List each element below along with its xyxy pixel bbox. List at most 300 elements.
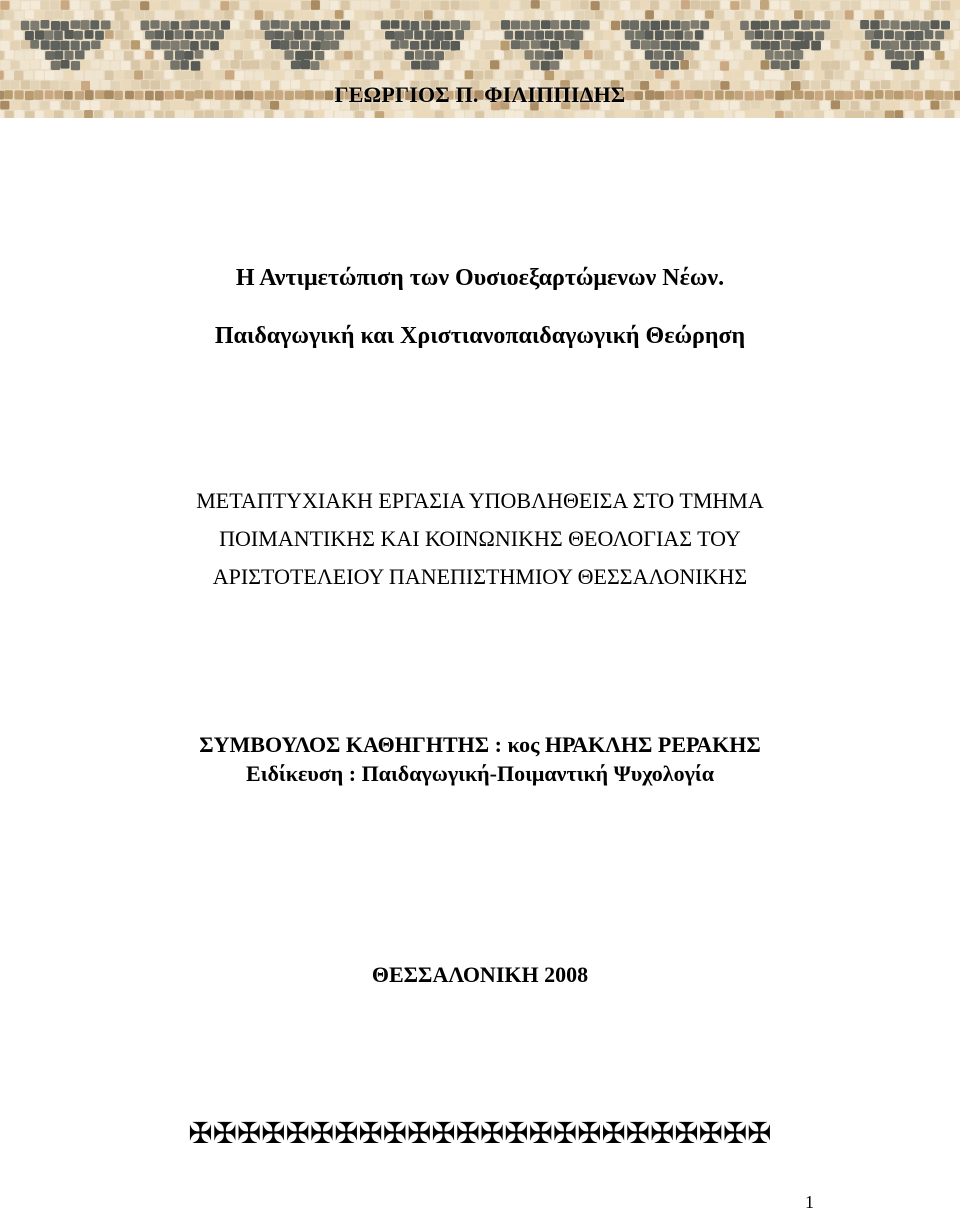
mosaic-tile [761,60,770,69]
mosaic-tile [804,31,813,40]
mosaic-tile [341,61,350,70]
mosaic-tile [621,20,630,29]
mosaic-tile [654,10,663,19]
mosaic-tile [195,50,204,59]
mosaic-tile [471,1,480,10]
mosaic-tile [431,21,440,31]
mosaic-tile [94,70,103,79]
mosaic-tile [760,0,769,10]
mosaic-tile [484,110,493,118]
mosaic-tile [884,71,893,80]
mosaic-tile [911,41,920,50]
mosaic-tile [304,31,313,40]
mosaic-tile [401,20,410,29]
mosaic-tile [665,31,674,40]
mosaic-tile [214,10,224,19]
mosaic-tile [361,41,370,50]
mosaic-tile [655,111,665,118]
mosaic-tile [101,41,110,50]
mosaic-tile [661,41,671,50]
mosaic-tile [134,70,143,79]
mosaic-tile [915,31,924,40]
mosaic-tile [774,51,783,60]
mosaic-tile [365,11,374,20]
mosaic-tile [825,70,834,79]
mosaic-tile [695,11,704,20]
mosaic-tile [85,51,94,60]
mosaic-tile [490,21,499,30]
mosaic-tile [114,111,123,119]
mosaic-tile [1,60,10,69]
mosaic-tile [690,1,700,10]
mosaic-tile [594,70,603,79]
mosaic-tile [150,1,159,10]
mosaic-tile [801,1,810,10]
mosaic-tile [404,30,413,39]
mosaic-tile [10,41,19,50]
mosaic-tile [635,10,644,19]
mosaic-tile [904,10,913,19]
mosaic-tile [481,0,490,10]
mosaic-tile [471,40,481,49]
mosaic-tile [525,31,535,40]
mosaic-tile [441,61,450,70]
mosaic-tile [310,61,319,70]
mosaic-tile [15,110,24,118]
mosaic-tile [355,30,365,39]
mosaic-tile [310,21,319,31]
mosaic-tile [795,31,804,40]
mosaic-tile [41,20,50,29]
mosaic-tile [350,21,359,31]
mosaic-tile [335,111,344,118]
mosaic-tile [474,30,483,39]
mosaic-tile [950,20,959,29]
mosaic-tile [320,0,329,9]
mosaic-tile [741,61,750,70]
mosaic-tile [345,30,354,40]
mosaic-tile [74,71,83,80]
mosaic-tile [20,60,29,69]
mosaic-tile [195,71,204,80]
mosaic-tile [755,30,764,39]
mosaic-tile [451,1,460,10]
mosaic-tile [254,51,263,60]
mosaic-tile [855,111,865,119]
mosaic-tile [610,1,619,10]
mosaic-tile [911,60,920,70]
mosaic-tile [111,21,120,30]
mosaic-tile [871,40,880,49]
mosaic-tile [21,21,30,31]
mosaic-tile [45,11,54,21]
mosaic-tile [821,20,830,29]
mosaic-tile [14,71,23,81]
mosaic-tile [260,21,269,31]
mosaic-tile [230,60,239,69]
mosaic-tile [455,71,465,80]
mosaic-tile [884,30,894,39]
mosaic-tile [935,51,944,60]
mosaic-tile [301,21,310,30]
mosaic-tile [591,1,600,10]
mosaic-tile [134,31,143,40]
mosaic-tile [344,51,353,60]
thesis-line: ΑΡΙΣΤΟΤΕΛΕΙΟΥ ΠΑΝΕΠΙΣΤΗΜΙΟΥ ΘΕΣΣΑΛΟΝΙΚΗΣ [0,558,960,596]
mosaic-tile [945,110,954,118]
mosaic-tile [570,40,579,49]
mosaic-tile [91,60,100,69]
mosaic-tile [361,1,370,10]
mosaic-tile [371,61,380,71]
mosaic-tile [435,51,444,60]
mosaic-tile [31,1,41,10]
mosaic-tile [615,71,624,80]
mosaic-tile [854,10,863,20]
mosaic-tile [544,11,553,20]
mosaic-tile [260,40,269,49]
mosaic-tile [575,51,584,60]
mosaic-tile [864,10,873,19]
mosaic-tile [641,0,650,9]
mosaic-tile [444,31,453,40]
mosaic-tile [231,40,241,49]
mosaic-tile [300,40,310,49]
mosaic-tile [74,111,83,118]
mosaic-tile [71,20,81,29]
mosaic-tile [680,60,689,70]
mosaic-tile [861,0,870,9]
mosaic-tile [355,70,364,79]
mosaic-tile [315,10,324,19]
mosaic-tile [911,21,920,30]
mosaic-tile [664,71,673,80]
mosaic-tile [205,51,214,60]
thesis-line: ΜΕΤΑΠΤΥΧΙΑΚΗ ΕΡΓΑΣΙΑ ΥΠΟΒΛΗΘΕΙΣΑ ΣΤΟ ΤΜΗΜΑ [0,482,960,520]
ornament-cross-row: ✠✠✠✠✠✠✠✠✠✠✠✠✠✠✠✠✠✠✠✠✠✠✠✠ [0,1116,960,1150]
mosaic-tile [735,70,744,79]
mosaic-tile [785,111,794,118]
mosaic-tile [631,61,640,71]
mosaic-tile [485,51,494,60]
mosaic-tile [891,61,900,70]
mosaic-tile [955,10,960,19]
mosaic-tile [720,61,729,71]
mosaic-tile [611,41,620,51]
mosaic-tile [675,110,685,118]
mosaic-tile [430,60,439,69]
mosaic-tile [164,51,173,61]
mosaic-tile [371,41,380,51]
mosaic-tile [434,31,444,41]
mosaic-tile [955,51,960,60]
mosaic-tile [635,50,644,59]
mosaic-tile [621,40,630,50]
mosaic-tile [814,111,824,118]
mosaic-tile [521,0,530,9]
mosaic-tile [560,40,570,49]
mosaic-tile [730,20,739,29]
mosaic-tile [544,51,554,60]
mosaic-tile [274,11,283,20]
mosaic-tile [95,50,104,59]
mosaic-tile [705,111,714,119]
mosaic-tile [155,11,165,20]
mosaic-tile [124,51,133,60]
mosaic-tile [381,40,390,49]
mosaic-tile [354,51,363,60]
mosaic-tile [650,1,659,10]
mosaic-tile [330,21,339,30]
mosaic-tile [494,31,503,40]
mosaic-tile [474,71,483,80]
mosaic-tile [455,30,464,40]
mosaic-tile [150,60,159,70]
mosaic-tile [645,10,654,19]
mosaic-tile [481,61,490,70]
mosaic-tile [865,111,874,118]
mosaic-tile [25,51,33,60]
mosaic-tile [200,0,209,9]
mosaic-tile [924,110,933,118]
mosaic-tile [240,1,249,10]
mosaic-tile [45,51,54,60]
mosaic-tile [175,11,185,20]
mosaic-tile [631,40,641,49]
mosaic-tile [284,31,294,40]
mosaic-tile [170,0,179,10]
mosaic-tile [775,111,784,118]
mosaic-tile [71,41,80,51]
mosaic-tile [610,61,620,70]
mosaic-tile [821,41,830,50]
mosaic-tile [391,41,400,50]
mosaic-tile [24,71,33,80]
mosaic-tile [205,31,214,40]
mosaic-tile [54,71,63,80]
mosaic-tile [164,70,173,79]
mosaic-tile [115,70,124,79]
mosaic-tile [865,30,874,39]
mosaic-tile [4,31,13,40]
mosaic-tile [724,31,733,40]
mosaic-tile [154,30,163,39]
mosaic-tile [404,110,413,118]
mosaic-tile [790,20,799,29]
mosaic-tile [874,30,883,39]
mosaic-tile [660,1,669,10]
mosaic-tile [184,71,193,80]
mosaic-tile [515,11,524,20]
mosaic-tile [244,110,253,118]
mosaic-tile [781,1,790,10]
mosaic-tile [371,20,380,29]
mosaic-tile [385,70,395,79]
mosaic-tile [145,31,154,40]
mosaic-tile [955,31,960,41]
mosaic-tile [265,51,274,61]
mosaic-tile [444,111,454,118]
mosaic-tile [691,41,700,50]
mosaic-tile [541,61,550,71]
mosaic-tile [401,61,410,70]
mosaic-tile [190,0,199,9]
mosaic-tile [930,60,939,70]
mosaic-tile [464,11,473,21]
mosaic-tile [915,11,924,20]
mosaic-tile [221,20,230,29]
mosaic-tile [360,21,369,30]
mosaic-tile [501,20,510,30]
mosaic-tile [714,71,723,80]
mosaic-tile [251,41,260,50]
mosaic-tile [850,21,859,30]
mosaic-tile [721,0,730,9]
mosaic-tile [315,110,324,118]
mosaic-tile [815,71,824,81]
mosaic-tile [231,20,240,29]
mosaic-tile [80,20,89,30]
mosaic-tile [391,0,401,9]
mosaic-tile [171,21,180,30]
mosaic-tile [594,50,603,60]
mosaic-tile [120,20,129,30]
mosaic-tile [41,40,50,50]
mosaic-tile [531,20,540,30]
mosaic-tile [645,31,654,40]
mosaic-tile [635,31,645,40]
mosaic-tile [735,50,744,59]
mosaic-tile [785,11,794,20]
advisor-line: ΣΥΜΒΟΥΛΟΣ ΚΑΘΗΓΗΤΗΣ : κος ΗΡΑΚΛΗΣ ΡΕΡΑΚΗΣ [0,730,960,759]
mosaic-tile [770,1,779,10]
mosaic-tile [835,70,844,79]
mosaic-tile [875,51,884,60]
mosaic-tile [681,0,690,9]
mosaic-tile [11,61,20,70]
mosaic-tile [431,40,440,49]
mosaic-tile [565,30,574,39]
mosaic-tile [794,10,803,19]
mosaic-tile [604,31,613,40]
mosaic-tile [684,70,694,80]
mosaic-tile [211,1,220,10]
mosaic-tile [451,61,461,70]
mosaic-tile [795,110,804,118]
mosaic-tile [61,0,70,10]
mosaic-tile [694,111,704,118]
mosaic-tile [664,111,673,118]
mosaic-tile [700,21,709,30]
mosaic-tile [565,11,574,21]
mosaic-tile [710,61,719,70]
mosaic-tile [285,10,295,19]
mosaic-tile [251,1,260,11]
mosaic-tile [471,21,480,30]
mosaic-tile [105,30,114,39]
mosaic-tile [54,31,63,41]
mosaic-tile [811,60,821,69]
mosaic-tile [45,71,55,80]
mosaic-tile [941,21,950,30]
mosaic-tile [671,1,680,10]
mosaic-tile [631,1,640,10]
mosaic-tile [95,31,104,40]
mosaic-tile [330,1,339,10]
mosaic-tile [920,0,929,9]
mosaic-tile [110,41,120,50]
mosaic-tile [185,31,194,40]
mosaic-tile [395,31,405,40]
mosaic-tile [741,41,750,50]
mosaic-tile [755,51,765,60]
mosaic-tile [554,110,564,118]
mosaic-tile [461,61,471,70]
mosaic-tile [294,10,303,19]
mosaic-tile [215,111,224,118]
mosaic-tile [385,31,395,40]
mosaic-tile [770,20,779,30]
mosaic-tile [424,71,434,80]
advisor-block [0,730,960,788]
mosaic-tile [245,71,254,80]
mosaic-tile [504,50,513,60]
mosaic-tile [325,11,334,20]
mosaic-tile [64,11,73,20]
mosaic-tile [455,11,465,20]
mosaic-tile [811,20,821,29]
mosaic-tile [881,41,891,50]
mosaic-tile [580,60,589,70]
mosaic-tile [255,111,264,118]
mosaic-tile [605,71,614,80]
mosaic-tile [144,70,153,79]
mosaic-tile [25,31,34,40]
mosaic-tile [841,61,850,70]
mosaic-tile [711,20,720,29]
mosaic-tile [241,61,251,70]
mosaic-tile [870,20,879,29]
mosaic-tile [240,21,249,30]
mosaic-tile [64,71,73,80]
mosaic-tile [345,10,355,20]
mosaic-tile [851,1,861,10]
mosaic-tile [154,71,163,80]
mosaic-tile [400,1,409,10]
mosaic-tile [285,111,294,118]
mosaic-tile [321,20,330,29]
mosaic-tile [890,41,899,50]
mosaic-tile [75,50,85,59]
mosaic-tile [225,51,234,60]
mosaic-tile [585,71,595,80]
mosaic-tile [784,31,794,40]
mosaic-tile [781,40,790,49]
mosaic-tile [421,40,430,49]
mosaic-tile [451,41,461,51]
mosaic-tile [395,50,404,59]
mosaic-tile [141,40,150,49]
mosaic-tile [175,110,184,118]
mosaic-tile [524,111,534,118]
mosaic-tile [885,50,895,59]
mosaic-tile [60,21,69,31]
mosaic-tile [870,0,879,9]
mosaic-tile [574,31,583,41]
mosaic-tile [575,111,584,118]
mosaic-tile [191,61,201,71]
mosaic-tile [811,41,821,51]
